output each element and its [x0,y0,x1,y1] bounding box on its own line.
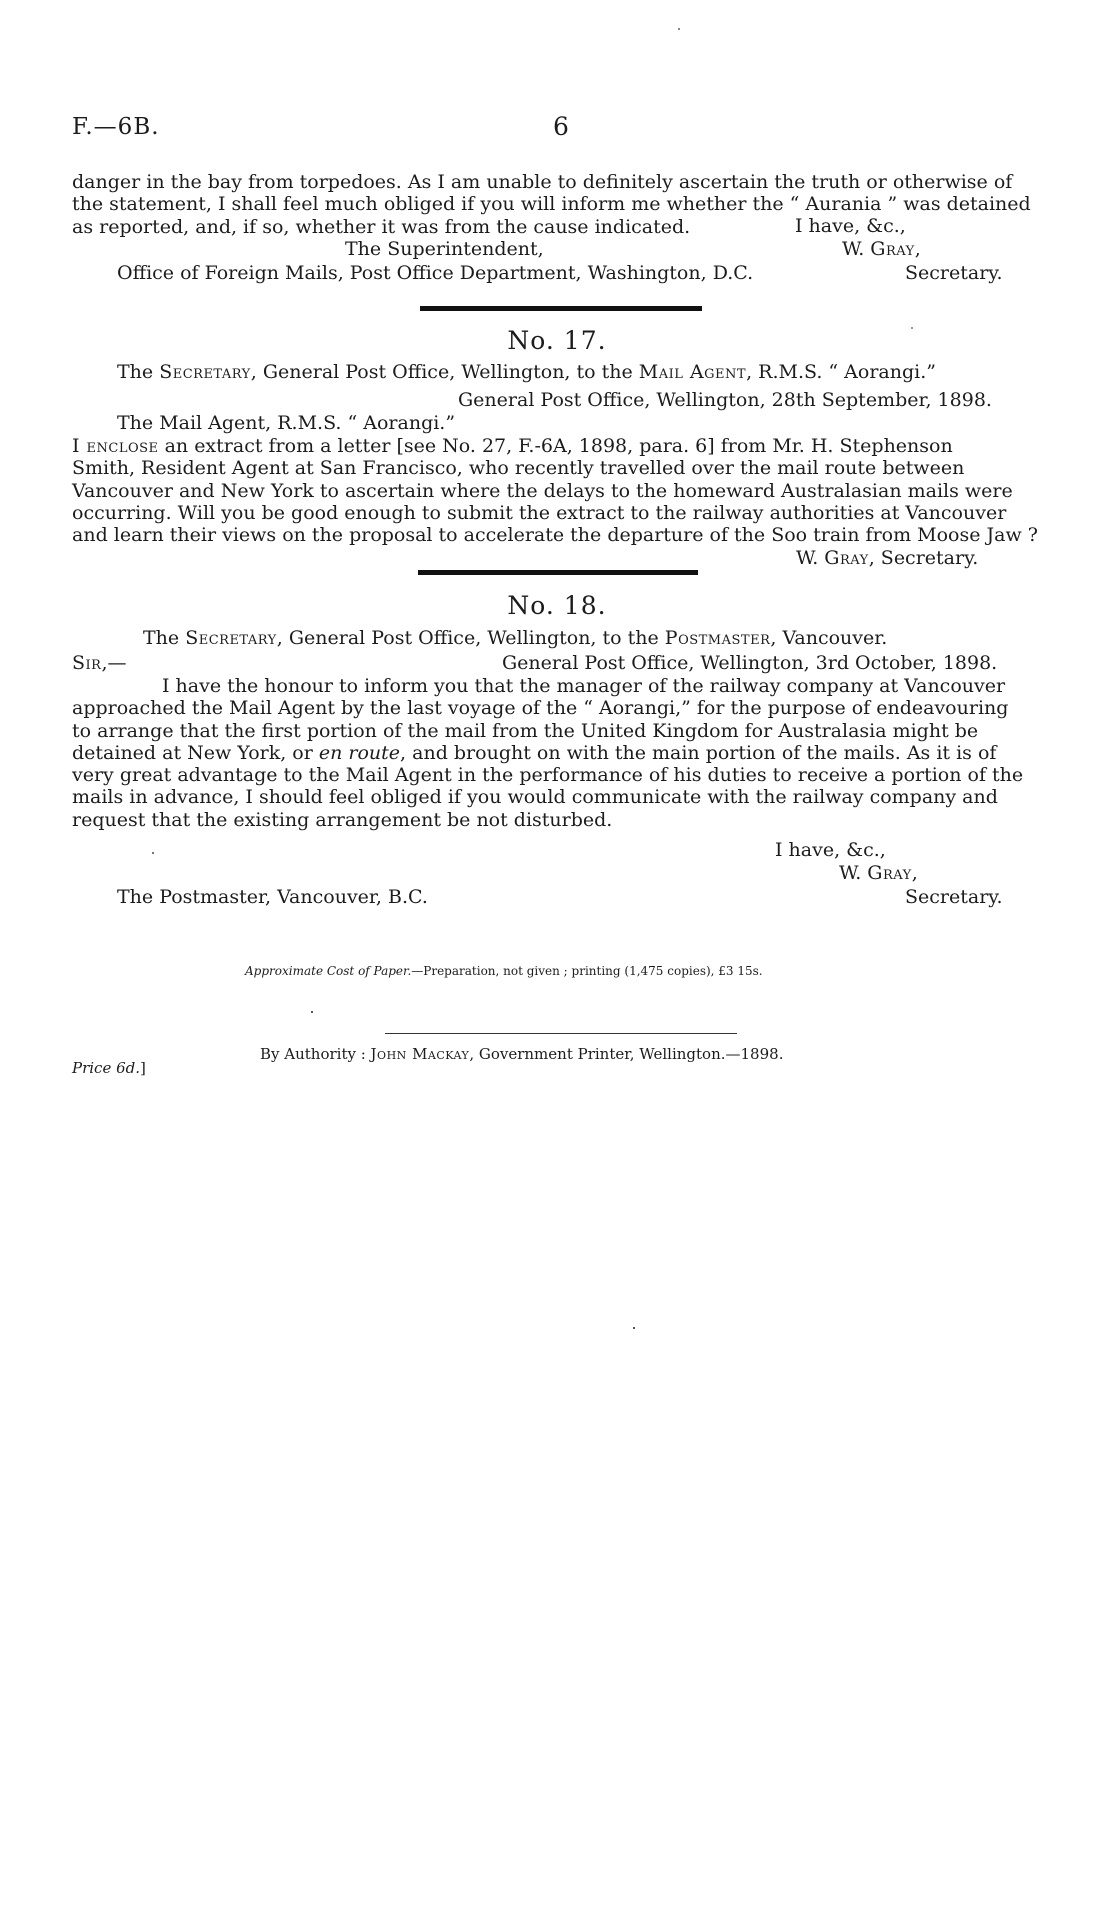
text-line-content: , and brought on with the main portion of the mails. As it is of [400,741,997,764]
text-line [72,742,1052,764]
text-line: mails in advance, I should feel obliged if you would communicate with the railway company and [72,786,998,809]
text-line-content: detained at New York, or [72,741,319,764]
text-line: Vancouver and New York to ascertain where the delays to the homeward Australasian mails were [72,479,1013,502]
letter18-salutation [72,652,127,674]
letter18-address: The Postmaster, Vancouver, B.C. [117,886,428,908]
route-sender: Secretary [159,361,251,383]
letter18-signer-role: Secretary. [905,886,1003,908]
text-line: request that the existing arrangement be not disturbed. [72,808,613,831]
letter18-body [72,675,1052,831]
route-text: The [117,361,160,383]
scan-speck [633,1327,635,1329]
signer-punct: , [911,862,918,884]
route-text: , General Post Office, Wellington, to the [276,627,665,649]
letter17-body [72,435,1052,546]
letter18-route [143,627,887,649]
route-text: , R.M.S. “ Aorangi.” [746,361,936,383]
text-line: to arrange that the first portion of the mail from the United Kingdom for Australasia might be [72,719,979,742]
scan-speck [678,28,680,30]
cost-text: —Preparation, not given ; printing (1,475 copies), £3 15s. [411,964,763,978]
price-label: Price 6d. [72,1059,141,1077]
footer-divider [385,1033,737,1034]
document-reference: F.—6B. [72,114,160,140]
letter16-closing: I have, &c., [795,215,906,237]
text-line: very great advantage to the Mail Agent in the performance of his duties to receive a portion of the [72,764,1024,787]
text-line: occurring. Will you be good enough to submit the extract to the railway authorities at Vancouver [72,501,1007,524]
signer-punct: , [914,238,921,260]
section-divider [420,306,702,311]
letter16-signer-role: Secretary. [905,262,1003,284]
text-line: as reported, and, if so, whether it was from the cause indicated. [72,215,691,238]
letter16-addressee-title: The Superintendent, [345,238,544,260]
route-text: , General Post Office, Wellington, to the [250,361,639,383]
text-line: and learn their views on the proposal to accelerate the departure of the Soo train from Moose Jaw ? [72,524,1038,547]
text-line: I have the honour to inform you that the manager of the railway company at Vancouver [162,675,1006,697]
signer-initial: W. [839,862,868,884]
page-number: 6 [553,112,569,141]
letter17-addressee: The Mail Agent, R.M.S. “ Aorangi.” [117,412,456,434]
printer-imprint [260,1045,783,1063]
signer-initial: W. [796,547,825,569]
printer-details: , Government Printer, Wellington.—1898. [469,1045,784,1063]
section-divider [418,570,698,575]
scan-speck [152,852,154,854]
route-text: The [143,627,186,649]
signer-surname: Gray [870,238,915,260]
route-text: , Vancouver. [770,627,888,649]
route-recipient: Postmaster [664,627,771,649]
letter18-dateline: General Post Office, Wellington, 3rd October, 1898. [502,652,998,674]
italic-phrase: en route [318,741,401,764]
text-line: approached the Mail Agent by the last voyage of the “ Aorangi,” for the purpose of endeavouring [72,697,1009,720]
text-line [72,435,1052,457]
salutation-punct: ,— [101,652,127,674]
letter17-signature [796,547,978,569]
price-note [72,1059,146,1077]
text-line: danger in the bay from torpedoes. As I am unable to definitely ascertain the truth or otherwise of [72,171,1013,193]
text-line-content: an extract from a letter [see No. 27, F.-6A, 1898, para. 6] from Mr. H. Stephenson [158,435,953,457]
signer-surname: Gray [867,862,912,884]
opening-words: I enclose [72,435,159,457]
letter18-heading: No. 18. [507,591,607,620]
signer-role: , Secretary. [868,547,979,569]
letter18-closing: I have, &c., [775,839,886,861]
letter16-address: Office of Foreign Mails, Post Office Department, Washington, D.C. [117,262,754,284]
text-line: the statement, I shall feel much obliged if you will inform me whether the “ Aurania ” was detained [72,193,1031,216]
authority-label: By Authority : [260,1045,371,1063]
text-line: Smith, Resident Agent at San Francisco, who recently travelled over the mail route between [72,457,965,480]
scan-speck [911,327,913,329]
letter16-signature [842,238,921,260]
letter18-signature [839,862,918,884]
letter17-dateline: General Post Office, Wellington, 28th September, 1898. [458,389,992,411]
route-sender: Secretary [185,627,277,649]
scan-speck [311,1011,313,1013]
signer-surname: Gray [824,547,869,569]
salutation-word: Sir [72,652,102,674]
cost-note [245,964,763,978]
letter17-route [117,361,936,383]
printer-name: John Mackay [370,1045,470,1063]
signer-initial: W. [842,238,871,260]
cost-label: Approximate Cost of Paper. [245,964,412,978]
route-recipient: Mail Agent [638,361,747,383]
price-bracket: ] [140,1059,146,1077]
letter17-heading: No. 17. [507,326,607,355]
